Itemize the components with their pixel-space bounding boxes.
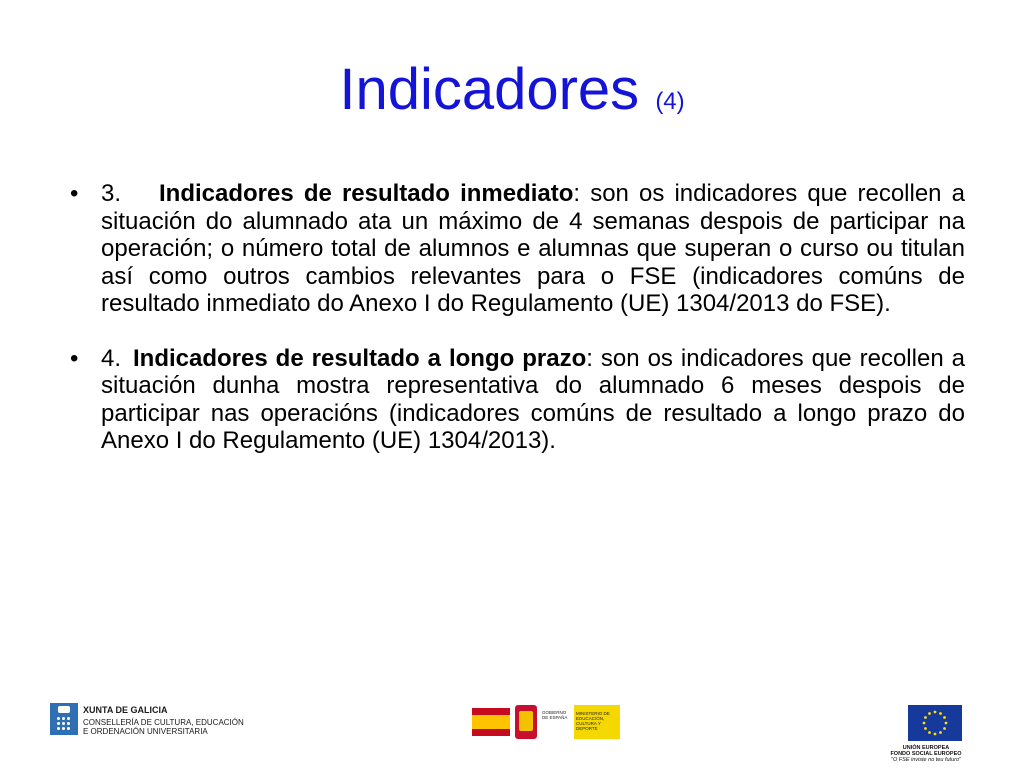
- gobierno-text: GOBIERNO DE ESPAÑA: [542, 710, 568, 720]
- bullet-term: Indicadores de resultado inmediato: [159, 180, 574, 207]
- slide-footer: [0, 690, 1024, 768]
- bullet-number: 4.: [101, 344, 122, 372]
- bullet-icon: •: [70, 344, 79, 372]
- xunta-department-line1: CONSELLERÍA DE CULTURA, EDUCACIÓN: [83, 718, 244, 727]
- eu-star-icon: [924, 727, 927, 730]
- eu-star-icon: [928, 731, 931, 734]
- eu-star-icon: [939, 731, 942, 734]
- bullet-item-4: [70, 345, 965, 455]
- spain-flag-icon: [472, 708, 510, 736]
- eu-star-icon: [943, 727, 946, 730]
- eu-logo: [868, 705, 984, 765]
- eu-stars-icon: [908, 705, 962, 741]
- eu-star-icon: [928, 712, 931, 715]
- bullet-icon: •: [70, 180, 79, 207]
- eu-star-icon: [934, 711, 937, 714]
- bullet-item-3: [70, 180, 965, 318]
- eu-star-icon: [943, 716, 946, 719]
- eu-union-text: UNIÓN EUROPEA: [902, 745, 950, 751]
- xunta-department-line2: E ORDENACIÓN UNIVERSITARIA: [83, 727, 208, 736]
- slide-title-suffix: (4): [655, 88, 685, 115]
- bullet-text: : son os indicadores que recollen a situación dunha mostra representativa do alumnado 6 meses despois de participar nas operacións (indicadores comúns de resultado a longo prazo do Anexo I do Regulamento (UE) 1304/2013).: [101, 344, 965, 454]
- xunta-logo: [50, 703, 260, 735]
- eu-motto-text: "O FSE inviste no teu futuro": [891, 757, 961, 763]
- slide-content: [70, 180, 965, 482]
- eu-star-icon: [924, 716, 927, 719]
- eu-star-icon: [923, 722, 926, 725]
- eu-star-icon: [934, 733, 937, 736]
- bullet-number: 3.: [101, 180, 122, 207]
- xunta-crest-icon: [50, 703, 78, 735]
- ministerio-text: MINISTERIO DE EDUCACIÓN, CULTURA Y DEPORTE: [576, 711, 610, 731]
- spain-crest-icon: [515, 705, 537, 739]
- slide-title: [0, 58, 1024, 134]
- gobierno-logo: [472, 705, 618, 739]
- eu-fund-text: FONDO SOCIAL EUROPEO: [890, 751, 962, 757]
- xunta-name: XUNTA DE GALICIA: [83, 705, 168, 715]
- eu-star-icon: [945, 722, 948, 725]
- slide-title-text: Indicadores: [339, 57, 640, 122]
- eu-star-icon: [939, 712, 942, 715]
- bullet-term: Indicadores de resultado a longo prazo: [133, 344, 587, 372]
- bullet-text: : son os indicadores que recollen a situación do alumnado ata un máximo de 4 semanas despois de participar na operación; o número total de alumnos e alumnas que superan o curso ou titulan así como outros cambios relevantes para o FSE (indicadores comúns de resultado inmediato do Anexo I do Regulamento (UE) 1304/2013 do FSE).: [101, 180, 965, 317]
